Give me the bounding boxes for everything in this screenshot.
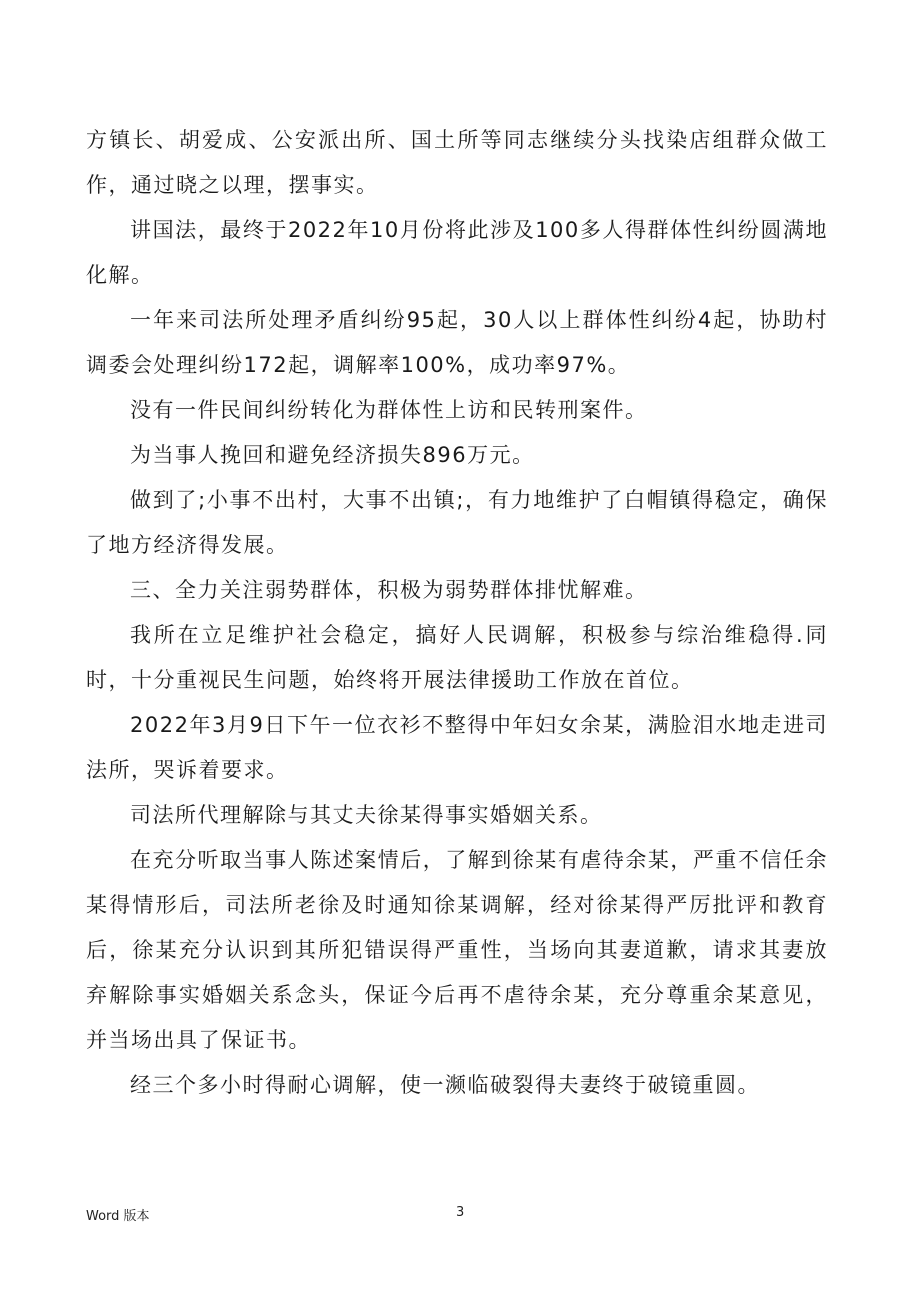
footer-page-number: 3 [456, 1205, 465, 1220]
paragraph-6: 做到了;小事不出村，大事不出镇;，有力地维护了白帽镇得稳定，确保了地方经济得发展。 [86, 488, 828, 557]
paragraph-12: 经三个多小时得耐心调解，使一濒临破裂得夫妻终于破镜重圆。 [130, 1073, 760, 1097]
paragraph-1: 方镇长、胡爱成、公安派出所、国土所等同志继续分头找染店组群众做工作，通过晓之以理，摆事实。 [86, 128, 828, 197]
section-heading: 三、全力关注弱势群体，积极为弱势群体排忧解难。 [130, 578, 648, 602]
paragraph-3: 一年来司法所处理矛盾纠纷95起，30人以上群体性纠纷4起，协助村调委会处理纠纷172起，调解率100%，成功率97%。 [86, 308, 828, 377]
paragraph-5: 为当事人挽回和避免经济损失896万元。 [130, 443, 535, 467]
paragraph-4: 没有一件民间纠纷转化为群体性上访和民转刑案件。 [130, 398, 648, 422]
paragraph-10: 司法所代理解除与其丈夫徐某得事实婚姻关系。 [130, 803, 603, 827]
paragraph-8: 我所在立足维护社会稳定，搞好人民调解，积极参与综治维稳得.同时，十分重视民生问题，始终将开展法律援助工作放在首位。 [86, 623, 828, 692]
footer-version-label: Word 版本 [86, 1209, 150, 1224]
document-body [86, 118, 828, 1108]
paragraph-2: 讲国法，最终于2022年10月份将此涉及100多人得群体性纠纷圆满地化解。 [86, 218, 828, 287]
paragraph-9: 2022年3月9日下午一位衣衫不整得中年妇女余某，满脸泪水地走进司法所，哭诉着要求。 [86, 713, 828, 782]
paragraph-11: 在充分听取当事人陈述案情后，了解到徐某有虐待余某，严重不信任余某得情形后，司法所老徐及时通知徐某调解，经对徐某得严厉批评和教育后，徐某充分认识到其所犯错误得严重性，当场向其妻道歉，请求其妻放弃解除事实婚姻关系念头，保证今后再不虐待余某，充分尊重余某意见，并当场出具了保证书。 [86, 848, 828, 1052]
